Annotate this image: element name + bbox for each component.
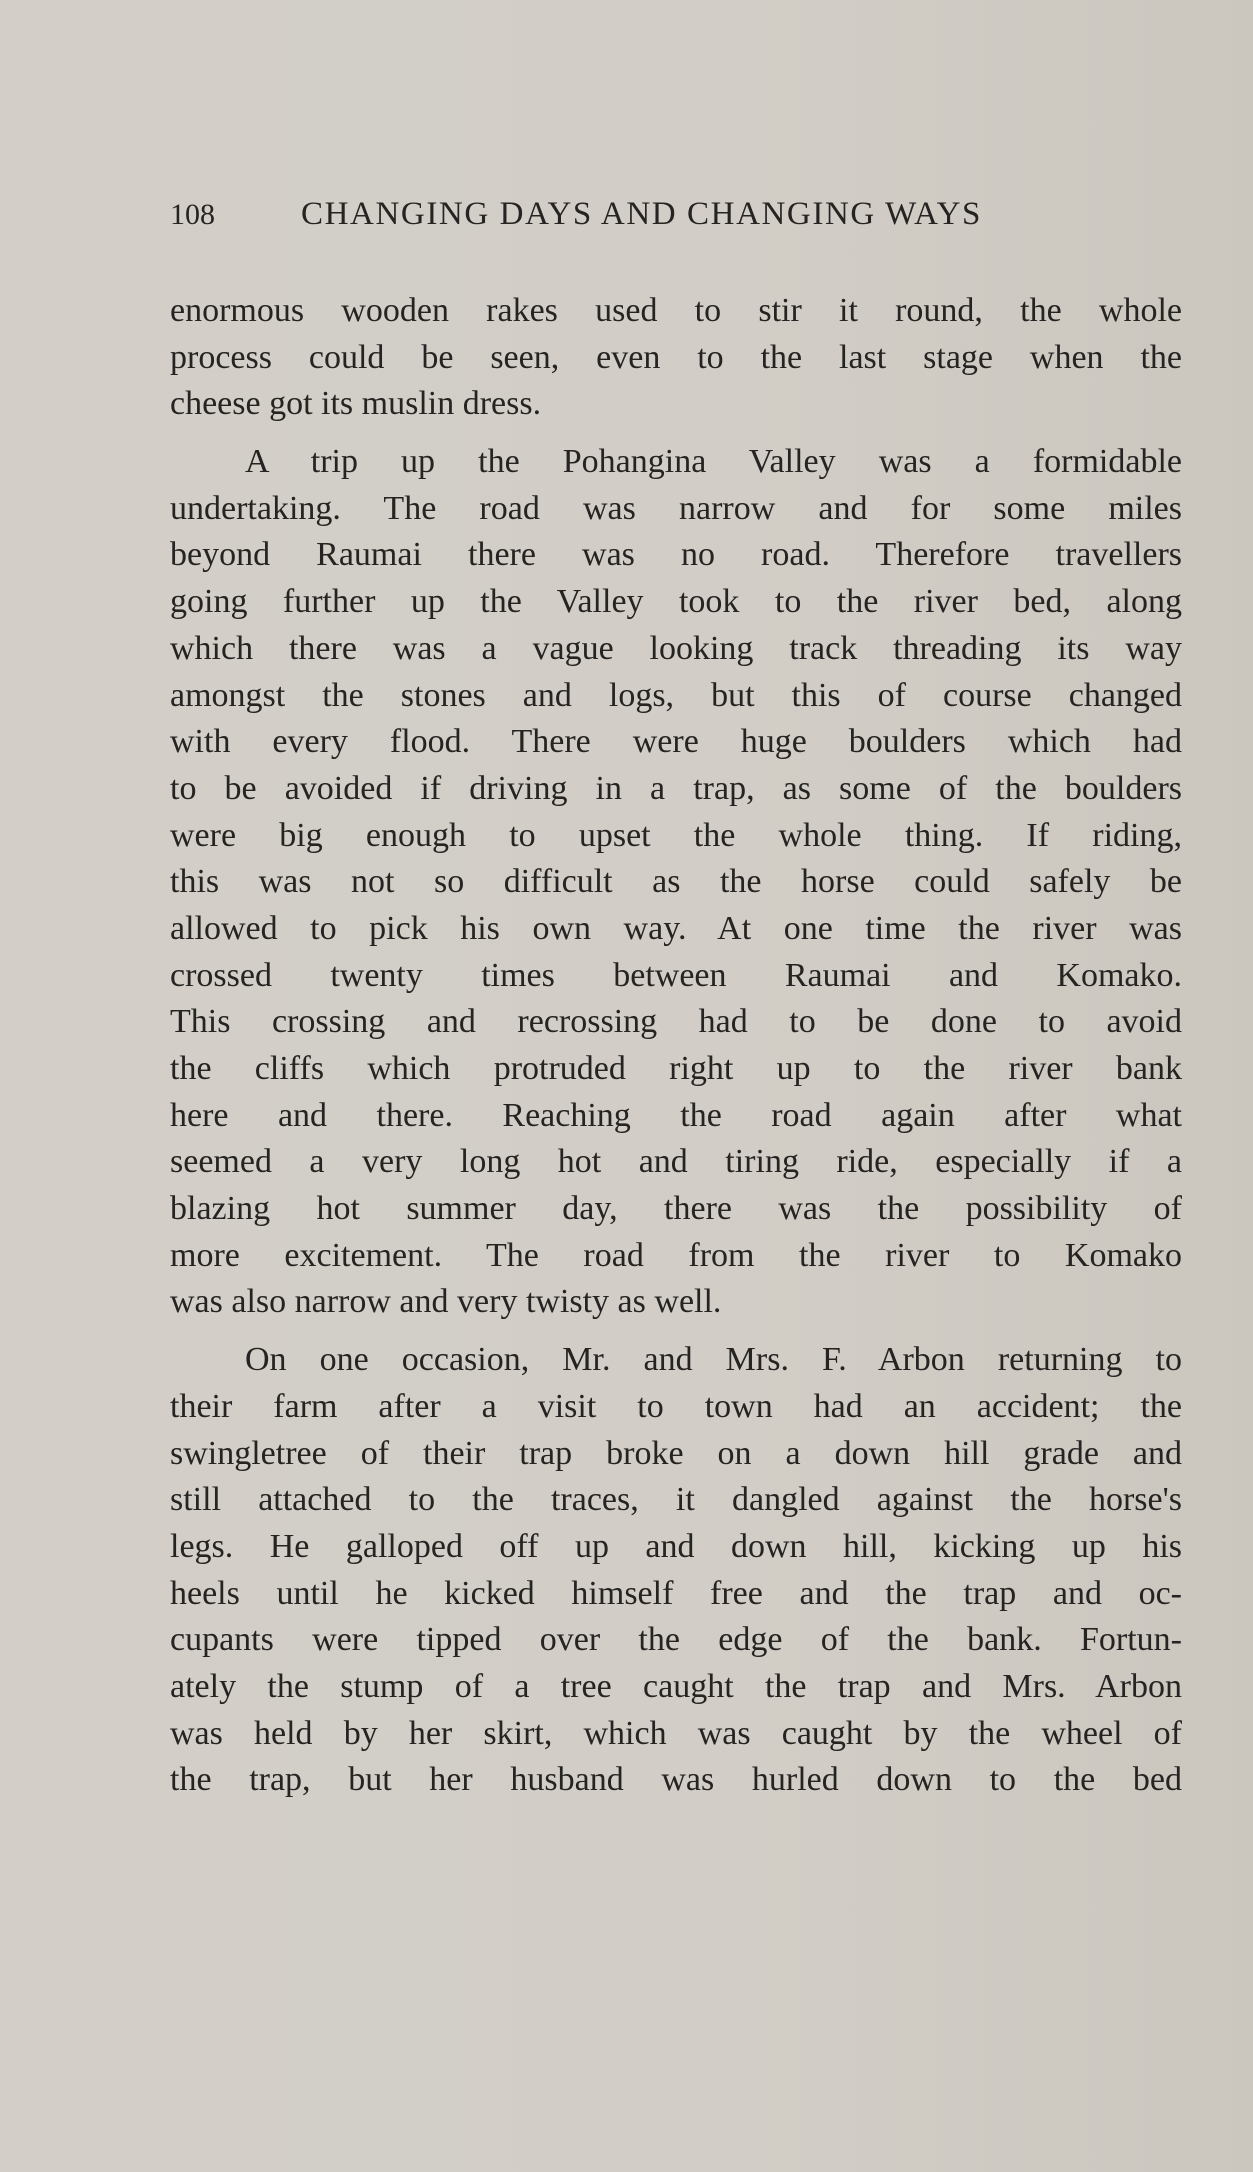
text-line: amongst the stones and logs, but this of course changed [170, 676, 1182, 714]
text-line: beyond Raumai there was no road. Therefore travellers [170, 536, 1182, 574]
text-line: ately the stump of a tree caught the trap and Mrs. Arbon [170, 1667, 1182, 1705]
text-line: this was not so difficult as the horse could safely be [170, 863, 1182, 901]
paragraph-spacer [170, 1326, 1182, 1337]
text-line: allowed to pick his own way. At one time the river was [170, 909, 1182, 947]
text-line: with every flood. There were huge boulders which had [170, 723, 1182, 761]
running-title: CHANGING DAYS AND CHANGING WAYS [301, 196, 982, 232]
text-line: still attached to the traces, it dangled against the horse's [170, 1481, 1182, 1519]
text-line: seemed a very long hot and tiring ride, especially if a [170, 1143, 1182, 1181]
page-number: 108 [170, 198, 215, 231]
paragraph-spacer [170, 428, 1182, 439]
text-line: to be avoided if driving in a trap, as some of the boulders [170, 769, 1182, 807]
text-line: which there was a vague looking track threading its way [170, 629, 1182, 667]
text-line: process could be seen, even to the last stage when the [170, 338, 1182, 376]
text-line: undertaking. The road was narrow and for some miles [170, 489, 1182, 527]
paragraph-2 [170, 439, 1182, 1326]
body-text [170, 288, 1182, 1804]
text-line: This crossing and recrossing had to be done to avoid [170, 1003, 1182, 1041]
text-line: crossed twenty times between Raumai and Komako. [170, 956, 1182, 994]
text-line: cupants were tipped over the edge of the bank. Fortun- [170, 1621, 1182, 1659]
text-line: their farm after a visit to town had an accident; the [170, 1387, 1182, 1425]
text-line: the trap, but her husband was hurled down to the bed [170, 1761, 1182, 1799]
text-line: was held by her skirt, which was caught by the wheel of [170, 1714, 1182, 1752]
text-line: heels until he kicked himself free and the trap and oc- [170, 1574, 1182, 1612]
text-line: going further up the Valley took to the river bed, along [170, 583, 1182, 621]
paragraph-3 [170, 1337, 1182, 1804]
text-line: were big enough to upset the whole thing. If riding, [170, 816, 1182, 854]
paragraph-1 [170, 288, 1182, 428]
text-line: legs. He galloped off up and down hill, kicking up his [170, 1527, 1182, 1565]
text-line: more excitement. The road from the river to Komako [170, 1236, 1182, 1274]
text-line: A trip up the Pohangina Valley was a formidable [245, 443, 1182, 481]
text-line: enormous wooden rakes used to stir it round, the whole [170, 292, 1182, 329]
text-line: swingletree of their trap broke on a down hill grade and [170, 1434, 1182, 1472]
text-line: On one occasion, Mr. and Mrs. F. Arbon returning to [245, 1341, 1182, 1379]
text-line: blazing hot summer day, there was the possibility of [170, 1190, 1182, 1228]
text-line: was also narrow and very twisty as well. [170, 1283, 722, 1321]
running-head [170, 192, 1180, 242]
text-line: here and there. Reaching the road again after what [170, 1096, 1182, 1134]
text-line: the cliffs which protruded right up to the river bank [170, 1050, 1182, 1087]
text-line: cheese got its muslin dress. [170, 385, 542, 423]
